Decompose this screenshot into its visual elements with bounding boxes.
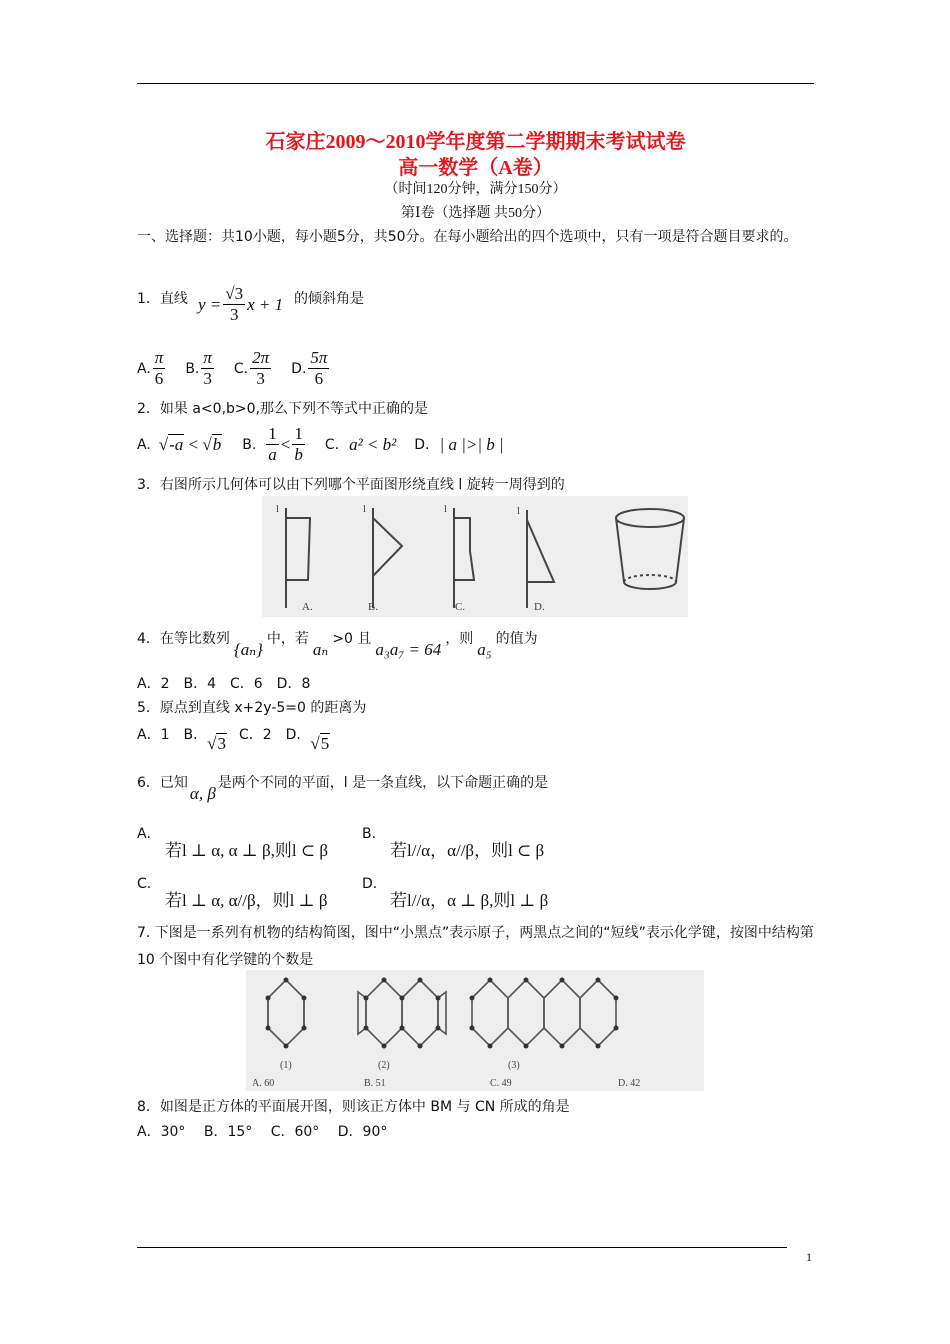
- q1-opt-d-den: 6: [314, 369, 324, 388]
- q1-eq-tail: x + 1: [247, 294, 284, 314]
- q3-fig-label-a: A.: [302, 601, 313, 613]
- q6-opt-a: 若l ⊥ α, α ⊥ β,则l ⊂ β: [165, 841, 329, 860]
- q2-opt-a-label: A.: [137, 436, 151, 453]
- q8-options: A．30° B．15° C．60° D．90°: [137, 1124, 388, 1140]
- q4-stem-4: ，则: [445, 631, 474, 647]
- q6-opt-d-label: D.: [362, 876, 378, 892]
- q4-stem-2: 中，若: [266, 631, 309, 647]
- q6-stem: [137, 772, 549, 803]
- q1-opt-a-label: A.: [137, 360, 151, 377]
- q1-eq-y: y =: [198, 294, 222, 314]
- q1-eq-num: √3: [225, 284, 244, 303]
- q4-cond: a₃a₇ = 64: [375, 640, 442, 659]
- q1-opt-a: [153, 348, 166, 389]
- q1-opt-c-num: 2π: [252, 348, 270, 367]
- q5-opt-d: √5: [310, 734, 330, 753]
- q2-opt-b-den2: b: [294, 445, 303, 464]
- q6-opt-a-label: A.: [137, 826, 151, 842]
- q6-opt-c-label: C.: [137, 876, 152, 892]
- instructions: 一、选择题：共10小题，每小题5分，共50分。在每小题给出的四个选项中，只有一项是符合题目要求的。: [137, 229, 798, 245]
- q1-options: [137, 348, 331, 389]
- q5-opt-b: √3: [207, 734, 226, 753]
- q3-stem: 3．右图所示几何体可以由下列哪个平面图形绕直线 l 旋转一周得到的: [137, 477, 565, 493]
- q7-stem: 7. 下图是一系列有机物的结构简图，图中“小黑点”表示原子，两黑点之间的“短线”表示化学键，按图中结构第 10 个图中有化学键的个数是: [137, 925, 814, 968]
- q2-opt-b: $\frac{1}{a}$ < $\frac{1}{b}$: [268, 424, 303, 464]
- q3-axis-label-1: l: [276, 503, 280, 515]
- q7-fig-label-3: (3): [508, 1060, 520, 1071]
- q6-opt-b: 若l//α，α//β，则l ⊂ β: [390, 841, 545, 860]
- exam-title: 石家庄2009～2010学年度第二学期期末考试试卷: [265, 131, 686, 153]
- q1-stem-pre: 1．直线: [137, 291, 188, 307]
- q6-opt-c: 若l ⊥ α, α//β，则l ⊥ β: [165, 891, 328, 910]
- q4-stem-1: 4．在等比数列: [137, 631, 230, 647]
- q7-answer-a: A. 60: [252, 1078, 275, 1089]
- q7-answer-d: D. 42: [618, 1078, 641, 1089]
- header-rule: [137, 83, 814, 84]
- q1-opt-a-den: 6: [154, 369, 164, 388]
- time-note: （时间120分钟，满分150分）: [384, 182, 567, 197]
- q4-stem: [137, 628, 538, 659]
- q2-opt-c: a² < b²: [349, 434, 397, 454]
- q6-vars: α, β: [189, 784, 216, 803]
- q1-equation: [198, 284, 283, 325]
- exam-subtitle: 高一数学（A卷）: [398, 157, 553, 179]
- q2-opt-d-label: D.: [414, 436, 430, 453]
- q1-opt-a-num: π: [154, 348, 164, 367]
- q3-axis-label-4: l: [517, 505, 521, 517]
- q2-opt-a-right: b: [212, 434, 222, 454]
- q2-stem: 2．如果 a<0,b>0,那么下列不等式中正确的是: [137, 401, 428, 417]
- q6-stem-pre: 6．已知: [137, 775, 188, 791]
- q5-opt-d-val: 5: [320, 734, 330, 753]
- q2-opt-a-left: -a: [169, 434, 184, 454]
- q5-stem: 5．原点到直线 x+2y-5=0 的距离为: [137, 700, 367, 716]
- q5-opt-a: A．1 B．: [137, 727, 208, 743]
- q3-axis-label-3: l: [444, 503, 448, 515]
- q1-opt-d: [308, 348, 329, 389]
- q2-opt-b-den1: a: [268, 445, 277, 464]
- q1-eq-den: 3: [229, 305, 239, 324]
- q7-fig-label-1: (1): [280, 1060, 292, 1071]
- page-number: 1: [806, 1250, 812, 1264]
- q8-stem: 8．如图是正方体的平面展开图，则该正方体中 BM 与 CN 所成的角是: [137, 1099, 570, 1115]
- q1-opt-b-label: B.: [185, 360, 200, 377]
- q3-fig-label-d: D.: [534, 601, 545, 613]
- q4-stem-3: >0 且: [332, 631, 372, 647]
- q4-an: aₙ: [312, 640, 329, 659]
- q6-opt-d: 若l//α，α ⊥ β,则l ⊥ β: [390, 891, 549, 910]
- q1-opt-b-num: π: [203, 348, 212, 367]
- q2-opt-c-label: C.: [324, 436, 340, 453]
- q7-figure-drawing: [246, 970, 704, 1091]
- q3-axis-label-2: l: [363, 503, 367, 515]
- q4-options: A．2 B．4 C．6 D．8: [137, 676, 311, 692]
- q2-opt-b-label: B.: [242, 436, 257, 453]
- q3-fig-label-b: B.: [368, 601, 379, 613]
- q1-opt-d-label: D.: [291, 360, 307, 377]
- q5-opt-b-val: 3: [217, 734, 226, 753]
- q3-figure-drawing: [262, 496, 688, 617]
- q1-opt-b-den: 3: [203, 369, 212, 388]
- q6-stem-post: 是两个不同的平面，l 是一条直线，以下命题正确的是: [217, 775, 549, 791]
- q1-opt-b: [201, 348, 214, 389]
- q4-seq: {aₙ}: [233, 640, 263, 659]
- section-heading: 第Ⅰ卷（选择题 共50分）: [400, 206, 551, 221]
- q2-opt-d: | a |>| b |: [439, 434, 504, 454]
- q1-eq-frac: [223, 284, 245, 325]
- q3-fig-label-c: C.: [455, 601, 466, 613]
- q7-answer-b: B. 51: [364, 1078, 386, 1089]
- q7-fig-label-2: (2): [378, 1060, 390, 1071]
- q2-opt-a: √-a < √b: [158, 434, 222, 454]
- footer-rule: [137, 1247, 787, 1248]
- q2-options: [137, 424, 504, 465]
- q3-figure: [262, 496, 688, 617]
- q1-opt-c-den: 3: [256, 369, 265, 388]
- q1-opt-c-label: C.: [233, 360, 249, 377]
- q1-opt-c: [250, 348, 271, 389]
- q4-stem-5: 的值为: [495, 631, 538, 647]
- q5-options: [137, 724, 330, 753]
- q6-opt-b-label: B.: [362, 826, 377, 842]
- q1-opt-d-num: 5π: [310, 348, 328, 367]
- q7-answer-c: C. 49: [490, 1078, 512, 1089]
- q7-figure: [246, 970, 704, 1091]
- q1-stem-post: 的倾斜角是: [294, 291, 364, 307]
- q5-opt-c: C．2 D．: [238, 727, 311, 743]
- q4-a5: a₅: [477, 640, 492, 659]
